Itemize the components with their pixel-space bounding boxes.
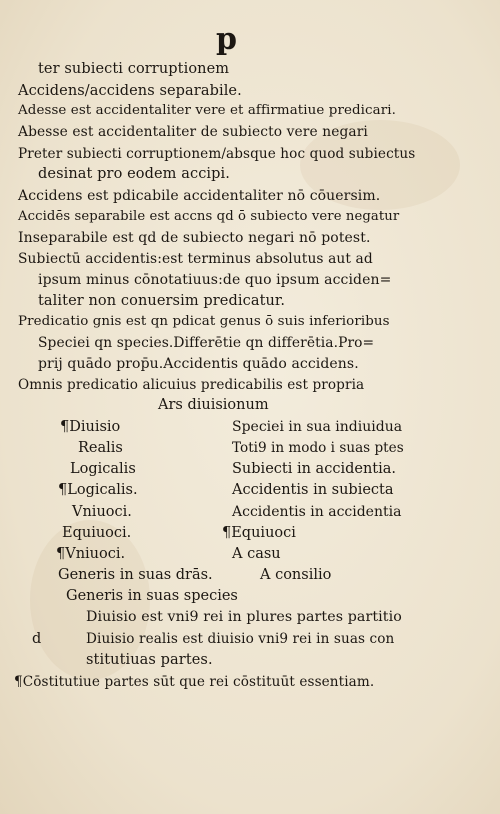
text-line: prij quādo prop̄u.Accidentis quādo accidens. [38,356,359,372]
text-line: Preter subiecti corruptionem/absque hoc quod subiectus [18,146,416,162]
text-line: Accidens/accidens separabile. [18,83,242,99]
table-right-cell: Speciei in sua indiuidua [232,419,403,435]
text-line: Accidēs separabile est accns qd ō subiecto vere negatur [18,209,400,224]
text-line: Subiectū accidentis:est terminus absolutus aut ad [18,251,373,267]
table-right-cell: Toti9 in modo i suas ptes [232,440,404,456]
table-left-cell: Equiuoci. [62,525,132,541]
table-left-cell: Vniuoci. [72,504,132,520]
table-right-cell: ¶Equiuoci [222,525,296,541]
table-right-cell: A consilio [260,567,332,583]
table-left-cell: Realis [78,440,123,456]
table-right-cell: Accidentis in subiecta [232,482,394,498]
text-line: ter subiecti corruptionem [38,61,230,77]
text-line: Accidens est pdicabile accidentaliter nō cōuersim. [18,188,381,204]
text-line: ipsum minus cōnotatiuus:de quo ipsum acciden= [38,272,392,288]
text-line: Diuisio est vni9 rei in plures partes partitio [86,609,402,625]
table-left-cell: ¶Diuisio [60,419,121,435]
text-line: desinat pro eodem accipi. [38,166,230,182]
signature-mark: p [216,22,237,57]
table-right-cell: Subiecti in accidentia. [232,461,396,477]
table-heading: Ars diuisionum [158,397,269,413]
text-line: Inseparabile est qd de subiecto negari nō potest. [18,230,371,246]
text-line: stitutiuas partes. [86,652,213,668]
text-line: Omnis predicatio alicuius predicabilis est propria [18,377,365,393]
text-line: Speciei qn species.Differētie qn differētia.Pro= [38,335,375,351]
text-line: taliter non conuersim predicatur. [38,293,286,309]
table-left-cell: ¶Vniuoci. [56,546,126,562]
table-left-cell: ¶Logicalis. [58,482,138,498]
margin-mark: d [32,631,42,647]
text-line: Adesse est accidentaliter vere et affirmatiue predicari. [18,103,396,118]
text-line: ¶Cōstitutiue partes sūt que rei cōstituūt essentiam. [14,674,375,690]
table-right-cell: Accidentis in accidentia [232,504,402,520]
text-line: Predicatio gnis est qn pdicat genus ō suis inferioribus [18,314,390,329]
table-left-cell: Generis in suas species [66,588,238,604]
text-line: Diuisio realis est diuisio vni9 rei in suas con [86,631,395,647]
table-right-cell: A casu [232,546,281,562]
table-left-cell: Logicalis [70,461,136,477]
table-left-cell: Generis in suas drās. [58,567,213,583]
text-line: Abesse est accidentaliter de subiecto vere negari [18,124,368,140]
